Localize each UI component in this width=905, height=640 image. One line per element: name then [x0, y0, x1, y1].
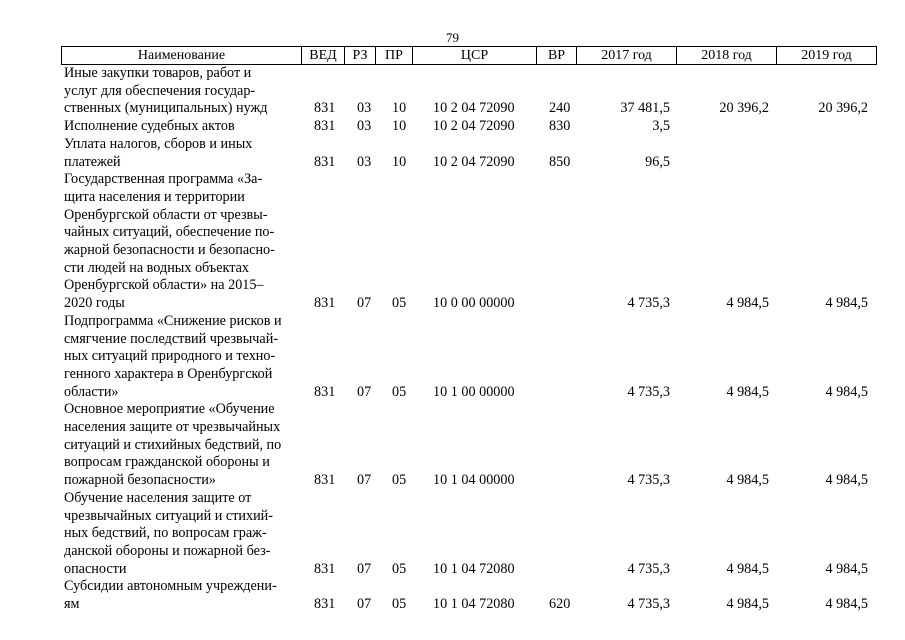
cell-pr: 05 [392, 295, 407, 312]
row-name-line: сти людей на водных объектах [64, 259, 250, 276]
cell-ved: 831 [314, 153, 336, 170]
column-header-csr: ЦСР [413, 47, 537, 65]
cell-pr: 10 [392, 100, 407, 117]
cell-csr: 10 1 04 72080 [433, 596, 515, 613]
cell-y2018: 20 396,2 [719, 100, 769, 117]
table-row [0, 401, 905, 490]
cell-y2018: 4 984,5 [726, 472, 769, 489]
row-name-line: Субсидии автономным учреждени- [64, 578, 277, 595]
cell-rz: 03 [357, 118, 372, 135]
cell-ved: 831 [314, 596, 336, 613]
cell-pr: 10 [392, 153, 407, 170]
row-name [64, 65, 304, 118]
cell-csr: 10 2 04 72090 [433, 100, 515, 117]
table-row [0, 136, 905, 171]
cell-y2019: 4 984,5 [825, 295, 868, 312]
column-header-name: Наименование [62, 47, 302, 65]
cell-csr: 10 1 00 00000 [433, 383, 515, 400]
cell-y2018: 4 984,5 [726, 596, 769, 613]
row-name [64, 313, 304, 402]
cell-ved: 831 [314, 100, 336, 117]
row-name-line: ных ситуаций природного и техно- [64, 348, 276, 365]
cell-ved: 831 [314, 560, 336, 577]
cell-rz: 07 [357, 295, 372, 312]
column-header-2019: 2019 год [777, 47, 877, 65]
cell-csr: 10 2 04 72090 [433, 118, 515, 135]
cell-y2017: 3,5 [652, 118, 670, 135]
row-name-line: Государственная программа «За- [64, 171, 263, 188]
cell-vr: 850 [549, 153, 571, 170]
cell-vr: 240 [549, 100, 571, 117]
table-row [0, 171, 905, 313]
cell-y2018: 4 984,5 [726, 383, 769, 400]
cell-pr: 05 [392, 383, 407, 400]
cell-ved: 831 [314, 383, 336, 400]
cell-y2019: 4 984,5 [825, 472, 868, 489]
column-header-pr: ПР [376, 47, 413, 65]
cell-y2019: 4 984,5 [825, 560, 868, 577]
row-name [64, 171, 304, 313]
cell-y2017: 4 735,3 [627, 295, 670, 312]
cell-y2019: 20 396,2 [818, 100, 868, 117]
cell-y2018: 4 984,5 [726, 295, 769, 312]
cell-csr: 10 1 04 72080 [433, 560, 515, 577]
column-header-2017: 2017 год [577, 47, 677, 65]
cell-rz: 07 [357, 596, 372, 613]
row-name-line: щита населения и территории [64, 188, 245, 205]
row-name-line: Исполнение судебных актов [64, 118, 235, 135]
page-number: 79 [446, 30, 459, 45]
column-header-rz: РЗ [345, 47, 376, 65]
cell-pr: 05 [392, 560, 407, 577]
row-name-line: Обучение населения защите от [64, 489, 252, 506]
table-row [0, 65, 905, 118]
column-header-2018: 2018 год [677, 47, 777, 65]
cell-rz: 07 [357, 472, 372, 489]
row-name-line: платежей [64, 153, 121, 170]
row-name [64, 401, 304, 490]
row-name-line: жарной безопасности и безопасно- [64, 242, 275, 259]
row-name-line: смягчение последствий чрезвычай- [64, 330, 279, 347]
row-name [64, 118, 304, 136]
cell-y2017: 37 481,5 [620, 100, 670, 117]
row-name-line: генного характера в Оренбургской [64, 365, 273, 382]
row-name [64, 578, 304, 613]
cell-y2017: 4 735,3 [627, 560, 670, 577]
row-name [64, 490, 304, 579]
table-row [0, 118, 905, 136]
row-name-line: области» [64, 383, 119, 400]
cell-pr: 05 [392, 596, 407, 613]
row-name-line: услуг для обеспечения государ- [64, 82, 256, 99]
cell-ved: 831 [314, 472, 336, 489]
table-body [0, 65, 905, 614]
column-header-ved: ВЕД [302, 47, 345, 65]
cell-rz: 03 [357, 153, 372, 170]
cell-vr: 620 [549, 596, 571, 613]
row-name-line: Подпрограмма «Снижение рисков и [64, 312, 282, 329]
cell-csr: 10 1 04 00000 [433, 472, 515, 489]
cell-y2017: 4 735,3 [627, 596, 670, 613]
row-name-line: опасности [64, 560, 127, 577]
row-name-line: ям [64, 596, 80, 613]
cell-rz: 03 [357, 100, 372, 117]
column-header-vr: ВР [537, 47, 577, 65]
cell-y2017: 4 735,3 [627, 383, 670, 400]
row-name [64, 136, 304, 171]
cell-y2017: 96,5 [645, 153, 670, 170]
row-name-line: чайных ситуаций, обеспечение по- [64, 224, 275, 241]
row-name-line: ситуаций и стихийных бедствий, по [64, 436, 282, 453]
row-name-line: пожарной безопасности» [64, 472, 216, 489]
cell-y2019: 4 984,5 [825, 596, 868, 613]
row-name-line: данской обороны и пожарной без- [64, 542, 271, 559]
row-name-line: Уплата налогов, сборов и иных [64, 135, 253, 152]
row-name-line: населения защите от чрезвычайных [64, 419, 281, 436]
row-name-line: Основное мероприятие «Обучение [64, 401, 275, 418]
row-name-line: ственных (муниципальных) нужд [64, 100, 268, 117]
cell-csr: 10 0 00 00000 [433, 295, 515, 312]
row-name-line: Оренбургской области от чрезвы- [64, 206, 268, 223]
cell-rz: 07 [357, 383, 372, 400]
row-name-line: Оренбургской области» на 2015– [64, 277, 264, 294]
row-name-line: ных бедствий, по вопросам граж- [64, 525, 267, 542]
row-name-line: вопросам гражданской обороны и [64, 454, 270, 471]
cell-y2018: 4 984,5 [726, 560, 769, 577]
row-name-line: чрезвычайных ситуаций и стихий- [64, 507, 273, 524]
cell-y2017: 4 735,3 [627, 472, 670, 489]
cell-csr: 10 2 04 72090 [433, 153, 515, 170]
cell-y2019: 4 984,5 [825, 383, 868, 400]
cell-pr: 10 [392, 118, 407, 135]
row-name-line: Иные закупки товаров, работ и [64, 65, 252, 81]
cell-vr: 830 [549, 118, 571, 135]
table-row [0, 578, 905, 613]
table-row [0, 490, 905, 579]
table-header [61, 46, 877, 65]
cell-ved: 831 [314, 295, 336, 312]
cell-pr: 05 [392, 472, 407, 489]
cell-rz: 07 [357, 560, 372, 577]
row-name-line: 2020 годы [64, 295, 125, 312]
cell-ved: 831 [314, 118, 336, 135]
table-row [0, 313, 905, 402]
